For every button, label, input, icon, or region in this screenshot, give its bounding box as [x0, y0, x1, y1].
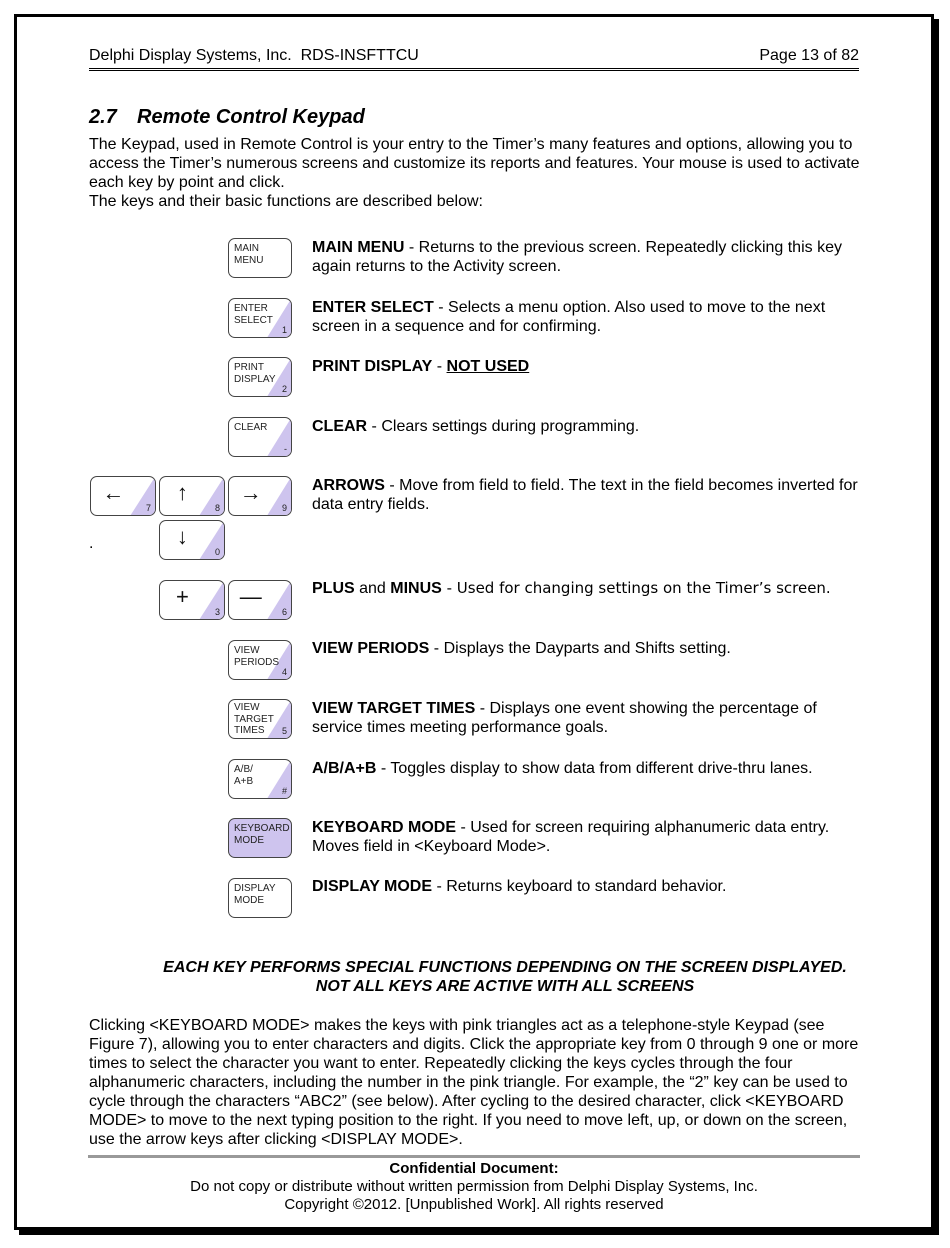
ab-lanes-description	[312, 759, 864, 778]
footer-title: Confidential Document:	[389, 1160, 559, 1177]
print-display-description	[312, 357, 864, 376]
arrows-description	[312, 476, 864, 514]
term: VIEW TARGET TIMES	[312, 700, 476, 717]
footer-distribution-notice: Do not copy or distribute without written permission from Delphi Display Systems, Inc.	[190, 1178, 758, 1195]
intro-text	[89, 135, 864, 211]
term: ENTER SELECT	[312, 299, 434, 316]
display-mode-description	[312, 877, 864, 896]
term: ARROWS	[312, 477, 385, 494]
plus-minus-description	[312, 579, 864, 598]
key-label: CLEAR	[234, 422, 268, 433]
definition: - Displays one event showing the percentage of service times meeting performance goals.	[312, 700, 817, 736]
arrow-right-icon: →	[239, 480, 262, 505]
term: CLEAR	[312, 418, 368, 435]
arrow-left-key	[90, 476, 156, 516]
view-target-times-description	[312, 699, 864, 737]
key-digit: 3	[214, 607, 220, 617]
section-heading	[89, 106, 365, 129]
definition: - Returns keyboard to standard behavior.	[432, 878, 727, 895]
term: PRINT DISPLAY	[312, 358, 433, 375]
section-title: Remote Control Keypad	[137, 106, 365, 128]
term: KEYBOARD MODE	[312, 819, 457, 836]
key-digit: -	[284, 444, 287, 454]
key-digit: 0	[214, 547, 220, 557]
definition: -	[432, 358, 447, 375]
intro-lead-in: The keys and their basic functions are described below:	[89, 193, 483, 210]
term: VIEW PERIODS	[312, 640, 430, 657]
intro-paragraph: The Keypad, used in Remote Control is your entry to the Timer’s many features and options, allowing you to access the Timer’s numerous screens and customize its reports and features. Your mouse is used to activate each key by point and click.	[89, 136, 860, 191]
arrow-up-key	[159, 476, 225, 516]
notice-line-1: EACH KEY PERFORMS SPECIAL FUNCTIONS DEPENDING ON THE SCREEN DISPLAYED.	[163, 959, 847, 976]
main-menu-key	[228, 238, 292, 278]
key-digit: 7	[145, 503, 151, 513]
header-page-number: Page 13 of 82	[759, 47, 859, 64]
key-label: PRINT DISPLAY	[234, 362, 276, 385]
definition: - Selects a menu option. Also used to move to the next screen in a sequence and for confirming.	[312, 299, 826, 335]
arrow-down-icon: ↓	[176, 524, 188, 549]
enter-select-description	[312, 298, 864, 336]
minus-icon: —	[239, 584, 262, 609]
key-label: VIEW PERIODS	[234, 645, 280, 668]
clear-key	[228, 417, 292, 457]
key-label: KEYBOARD MODE	[234, 823, 290, 846]
section-number: 2.7	[89, 106, 117, 128]
plus-key	[159, 580, 225, 620]
term: DISPLAY MODE	[312, 878, 433, 895]
ab-lanes-key	[228, 759, 292, 799]
clear-description	[312, 417, 864, 436]
arrow-down-key	[159, 520, 225, 560]
definition: - Move from field to field. The text in the field becomes inverted for data entry fields.	[312, 477, 858, 513]
page-footer	[89, 1160, 859, 1214]
key-digit: 5	[281, 726, 287, 736]
conjunction: and	[354, 580, 391, 597]
view-periods-key	[228, 640, 292, 680]
stray-mark: .	[89, 535, 94, 552]
not-used-note: NOT USED	[446, 358, 530, 375]
term: MAIN MENU	[312, 239, 405, 256]
definition: - Toggles display to show data from different drive-thru lanes.	[376, 760, 813, 777]
key-digit: 9	[281, 503, 287, 513]
arrow-left-icon: ←	[102, 480, 125, 505]
key-digit: 2	[281, 384, 287, 394]
enter-select-key	[228, 298, 292, 338]
term: A/B/A+B	[312, 760, 377, 777]
key-label: DISPLAY MODE	[234, 883, 276, 906]
arrow-right-key	[228, 476, 292, 516]
key-label: MAIN MENU	[234, 243, 264, 266]
key-digit: 8	[214, 503, 220, 513]
definition: - Clears settings during programming.	[367, 418, 640, 435]
key-label: ENTER SELECT	[234, 303, 273, 326]
definition: - Displays the Dayparts and Shifts setting.	[429, 640, 731, 657]
key-function-notice	[120, 958, 890, 996]
term-minus: MINUS	[390, 580, 442, 597]
notice-line-2: NOT ALL KEYS ARE ACTIVE WITH ALL SCREENS	[315, 978, 695, 995]
keyboard-mode-description	[312, 818, 864, 856]
key-digit: 1	[281, 325, 287, 335]
key-digit: 4	[281, 667, 287, 677]
key-digit: #	[281, 786, 287, 796]
minus-key	[228, 580, 292, 620]
footer-copyright: Copyright ©2012. [Unpublished Work]. All rights reserved	[284, 1196, 664, 1213]
page-header	[89, 46, 859, 71]
key-label: VIEW TARGET TIMES	[234, 702, 274, 736]
definition: - Used for screen requiring alphanumeric data entry. Moves field in <Keyboard Mode>.	[312, 819, 830, 855]
view-periods-description	[312, 639, 864, 658]
view-target-times-key	[228, 699, 292, 739]
key-label: A/B/ A+B	[234, 764, 254, 787]
arrow-up-icon: ↑	[176, 480, 188, 505]
print-display-key	[228, 357, 292, 397]
key-digit: 6	[281, 607, 287, 617]
main-menu-description	[312, 238, 864, 276]
definition: - Used for changing settings on the Timer’s screen.	[441, 579, 831, 597]
term-plus: PLUS	[312, 580, 355, 597]
plus-icon: +	[175, 584, 189, 609]
keyboard-mode-paragraph: Clicking <KEYBOARD MODE> makes the keys with pink triangles act as a telephone-style Keypad (see Figure 7), allowing you to enter characters and digits. Click the appropriate key from 0 through 9 one or more times to select the character you want to enter. Repeatedly clicking the keys cycles through the four alphanumeric characters, including the number in the pink triangle. For example, the “2” key can be used to cycle through the characters “ABC2” (see below). After cycling to the desired character, click <KEYBOARD MODE> to move to the next typing position to the right. If you need to move left, up, or down on the screen, use the arrow keys after clicking <DISPLAY MODE>.	[89, 1017, 859, 1148]
display-mode-key	[228, 878, 292, 918]
footer-divider	[88, 1155, 860, 1158]
definition: - Returns to the previous screen. Repeatedly clicking this key again returns to the Activity screen.	[312, 239, 842, 275]
header-document-id: Delphi Display Systems, Inc. RDS-INSFTTCU	[89, 47, 419, 64]
keyboard-mode-key	[228, 818, 292, 858]
